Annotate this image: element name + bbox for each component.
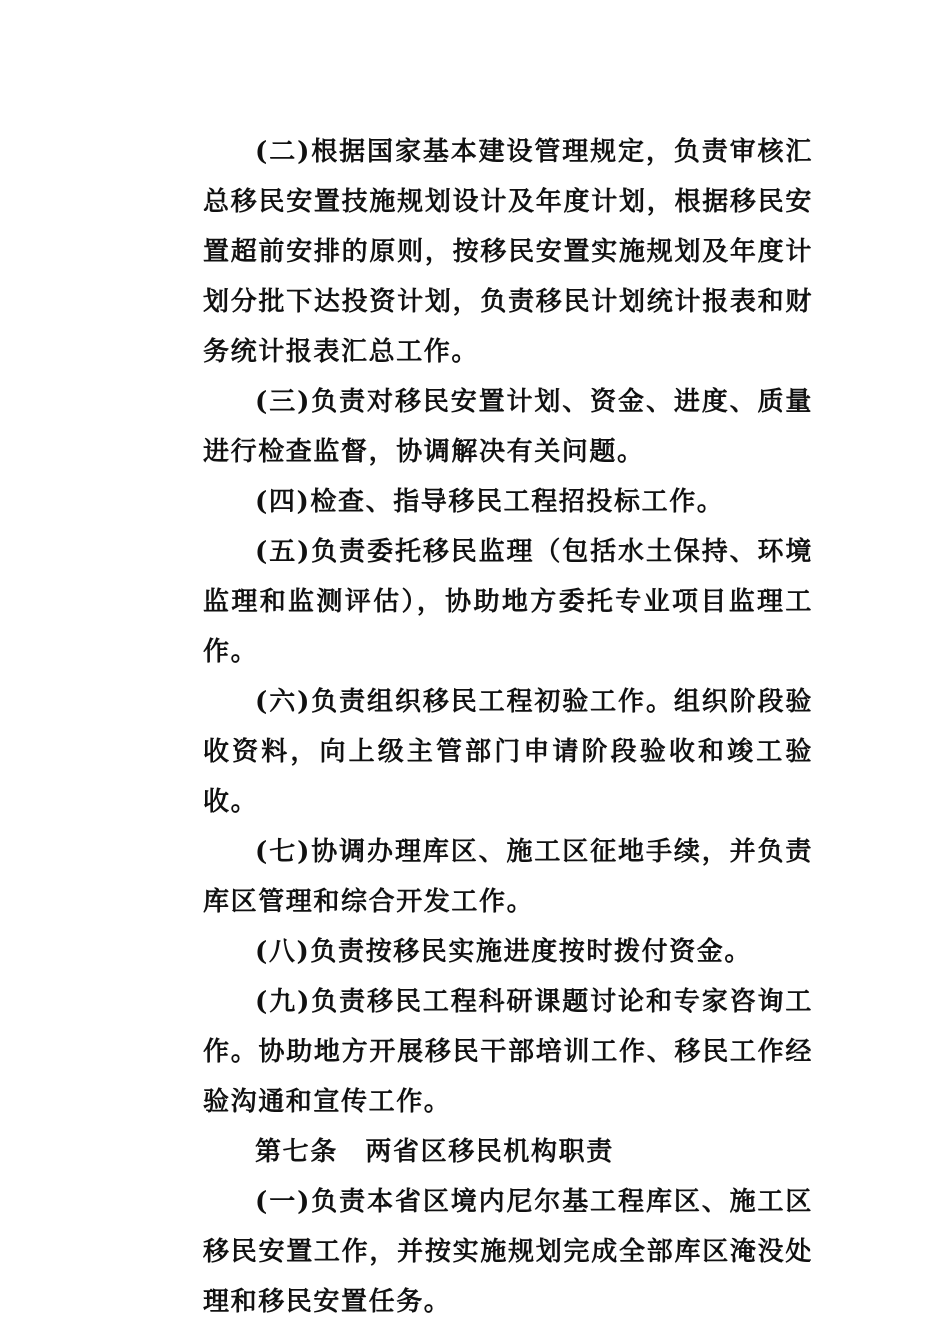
article-heading: 第七条 两省区移民机构职责 — [255, 1137, 614, 1167]
paragraph-item-1-provincial-duties: (一)负责本省区境内尼尔基工程库区、施工区移民安置工作，并按实施规划完成全部库区淹没处理和移民安置任务。 — [203, 1187, 813, 1317]
paragraph-item-4-bidding: (四)检查、指导移民工程招投标工作。 — [255, 487, 725, 517]
paragraph-item-5-monitoring: (五)负责委托移民监理（包括水土保持、环境监理和监测评估），协助地方委托专业项目监理工作。 — [203, 537, 813, 667]
paragraph-item-7-land-procedures: (七)协调办理库区、施工区征地手续，并负责库区管理和综合开发工作。 — [203, 837, 813, 917]
paragraph-item-3-supervision: (三)负责对移民安置计划、资金、进度、质量进行检查监督，协调解决有关问题。 — [203, 387, 813, 467]
paragraph-item-2-audit-plans: (二)根据国家基本建设管理规定，负责审核汇总移民安置技施规划设计及年度计划，根据移民安置超前安排的原则，按移民安置实施规划及年度计划分批下达投资计划，负责移民计划统计报表和财务统计报表汇总工作。 — [203, 137, 813, 367]
paragraph-item-8-funding: (八)负责按移民实施进度按时拨付资金。 — [255, 937, 753, 967]
document-body — [203, 127, 813, 1327]
paragraph-item-6-acceptance: (六)负责组织移民工程初验工作。组织阶段验收资料，向上级主管部门申请阶段验收和竣工验收。 — [203, 687, 813, 817]
paragraph-item-9-research-training: (九)负责移民工程科研课题讨论和专家咨询工作。协助地方开展移民干部培训工作、移民工作经验沟通和宣传工作。 — [203, 987, 813, 1117]
